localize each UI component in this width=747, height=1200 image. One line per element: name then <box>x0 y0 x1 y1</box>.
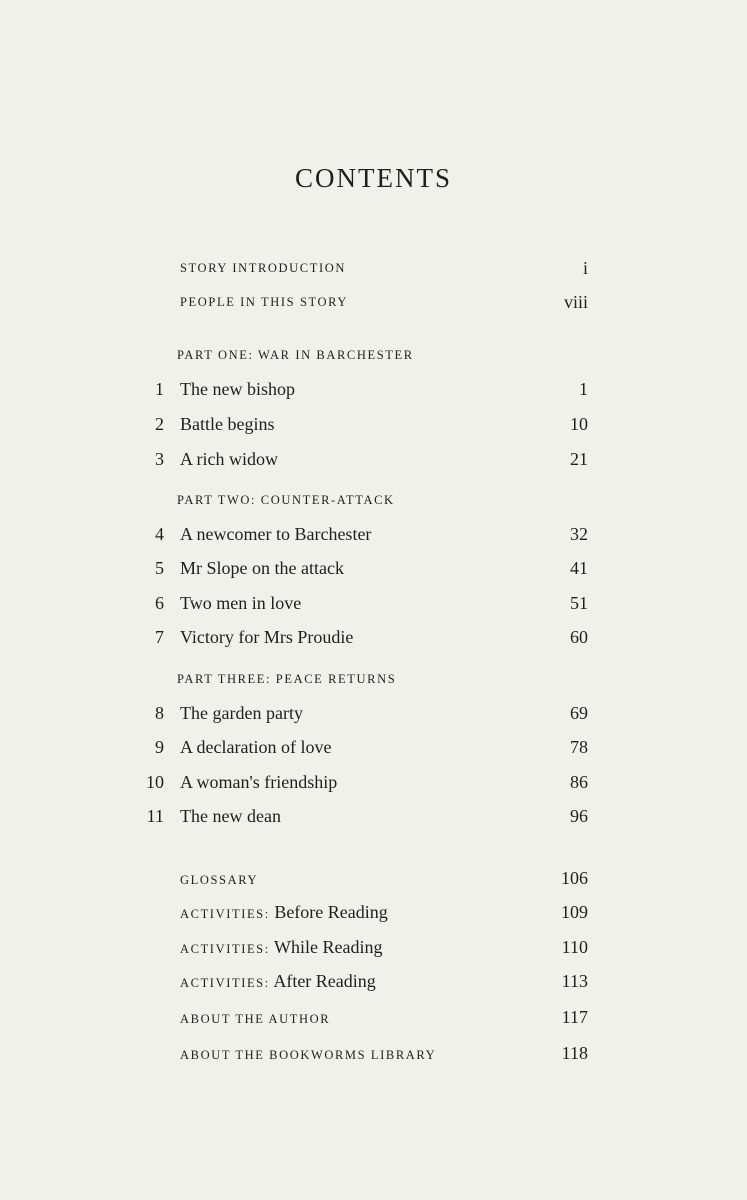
toc-entry[interactable] <box>0 897 747 927</box>
entry-page: 117 <box>561 1007 588 1027</box>
chapter-number: 7 <box>155 627 164 647</box>
toc-entry[interactable] <box>0 253 747 283</box>
entry-page: 106 <box>561 868 588 888</box>
chapter-title: A declaration of love <box>180 737 332 757</box>
part-heading: PART ONE: WAR IN BARCHESTER <box>177 348 414 362</box>
toc-entry[interactable] <box>0 553 747 583</box>
chapter-title: A rich widow <box>180 449 278 469</box>
chapter-number: 5 <box>155 558 164 578</box>
entry-page: 118 <box>561 1043 588 1063</box>
chapter-title: Battle begins <box>180 414 275 434</box>
toc-entry[interactable] <box>0 374 747 404</box>
entry-title: ACTIVITIES: Before Reading <box>180 902 388 922</box>
toc-entry[interactable] <box>0 863 747 893</box>
toc-entry[interactable] <box>0 1038 747 1068</box>
entry-page: 51 <box>570 593 588 613</box>
toc-entry[interactable] <box>0 409 747 439</box>
chapter-number: 1 <box>155 379 164 399</box>
entry-page: 60 <box>570 627 588 647</box>
entry-page: i <box>582 258 588 278</box>
toc-entry[interactable] <box>0 287 747 317</box>
chapter-number: 11 <box>146 806 164 826</box>
chapter-number: 4 <box>155 524 164 544</box>
chapter-title: A woman's friendship <box>180 772 338 792</box>
entry-page: 78 <box>570 737 588 757</box>
toc-entry[interactable] <box>0 622 747 652</box>
toc-entry[interactable] <box>0 698 747 728</box>
entry-title: ABOUT THE AUTHOR <box>180 1012 331 1026</box>
entry-title: STORY INTRODUCTION <box>180 261 346 275</box>
toc-entry[interactable] <box>0 588 747 618</box>
toc-entry[interactable] <box>0 519 747 549</box>
entry-title: ACTIVITIES: After Reading <box>180 971 376 991</box>
toc-entry[interactable] <box>0 732 747 762</box>
chapter-number: 10 <box>146 772 164 792</box>
chapter-number: 6 <box>155 593 164 613</box>
toc-entry[interactable] <box>0 966 747 996</box>
toc-entry[interactable] <box>0 767 747 797</box>
entry-page: 86 <box>570 772 588 792</box>
toc-entry[interactable] <box>0 1002 747 1032</box>
chapter-number: 9 <box>155 737 164 757</box>
entry-page: 109 <box>561 902 588 922</box>
toc-entry[interactable] <box>0 801 747 831</box>
chapter-title: Two men in love <box>180 593 302 613</box>
entry-page: 69 <box>570 703 588 723</box>
chapter-title: Victory for Mrs Proudie <box>180 627 354 647</box>
chapter-number: 2 <box>155 414 164 434</box>
entry-page: 41 <box>570 558 588 578</box>
chapter-title: Mr Slope on the attack <box>180 558 344 578</box>
chapter-title: The garden party <box>180 703 303 723</box>
entry-title: ABOUT THE BOOKWORMS LIBRARY <box>180 1048 437 1062</box>
toc-entry[interactable] <box>0 444 747 474</box>
page-title: CONTENTS <box>295 163 452 193</box>
entry-title: PEOPLE IN THIS STORY <box>180 295 349 309</box>
entry-page: 10 <box>570 414 588 434</box>
entry-title: ACTIVITIES: While Reading <box>180 937 383 957</box>
part-heading: PART THREE: PEACE RETURNS <box>177 672 397 686</box>
chapter-title: A newcomer to Barchester <box>180 524 372 544</box>
chapter-number: 8 <box>155 703 164 723</box>
entry-page: 110 <box>561 937 588 957</box>
toc-entry[interactable] <box>0 932 747 962</box>
entry-page: 32 <box>570 524 588 544</box>
entry-page: 113 <box>561 971 588 991</box>
entry-page: 21 <box>570 449 588 469</box>
chapter-number: 3 <box>155 449 164 469</box>
entry-page: 1 <box>579 379 588 399</box>
entry-page: 96 <box>570 806 588 826</box>
chapter-title: The new bishop <box>180 379 295 399</box>
entry-title: GLOSSARY <box>180 873 259 887</box>
chapter-title: The new dean <box>180 806 281 826</box>
part-heading: PART TWO: COUNTER-ATTACK <box>177 493 395 507</box>
entry-page: viii <box>563 292 588 312</box>
